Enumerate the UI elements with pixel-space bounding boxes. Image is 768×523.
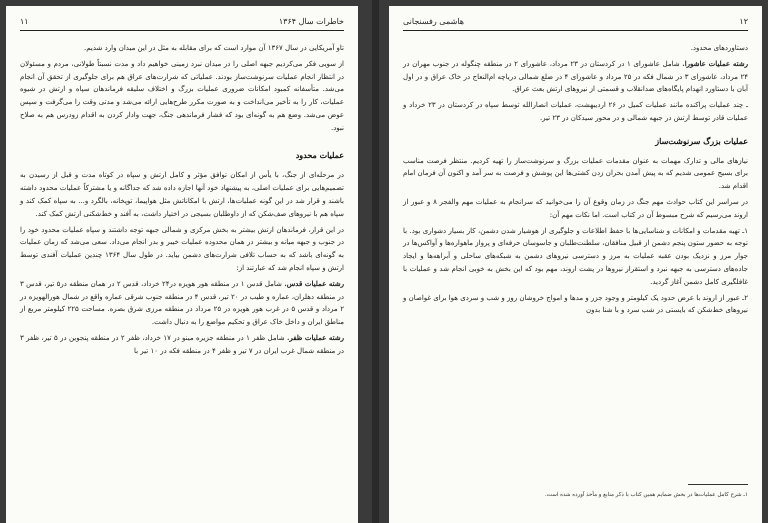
operation-label: رشته عملیات عاشورا. bbox=[682, 58, 748, 68]
page-body bbox=[20, 42, 344, 361]
page-header bbox=[20, 16, 344, 31]
operation-item bbox=[20, 278, 344, 329]
book-spine bbox=[372, 0, 379, 523]
page-number: ۱۲ bbox=[739, 17, 748, 26]
operation-label: رشته عملیات قدس. bbox=[284, 278, 344, 288]
paragraph: در این قرار، فرماندهان ارتش بیشتر به بخش مرکزی و شمالی جبهه توجه داشتند و سپاه عملیات محدود خود را در جنوب و جبهه میانه و بیشتر در همان محدوده عملیات خیبر و بدر انجام می‌داد. سعی می‌شد که زمان عملیات به گونه‌ای باشد که به حساب تلافی شرارت‌های دشمن بیاید. در طول سال ۱۳۶۴ چندین عملیات آفندی توسط ارتش و سپاه انجام شد که عبارتند از: bbox=[20, 225, 344, 272]
section-heading: عملیات محدود bbox=[295, 149, 344, 160]
paragraph: ـ چند عملیات پراکنده مانند عملیات کمیل در ۲۶ اردیبهشت، عملیات انصارالله توسط سپاه در کردستان در ۲۳ خرداد و عملیات قادر توسط ارتش در جبهه شمالی و در محور سیدکان در ۲۳ تیر. bbox=[403, 101, 749, 122]
paragraph: تاو آمریکایی در سال ۱۳۶۷ آن موارد است که برای مقابله به مثل در این میدان وارد شدیم. bbox=[84, 44, 344, 52]
running-title: خاطرات سال ۱۳۶۴ bbox=[278, 17, 344, 26]
footnote-divider bbox=[688, 484, 748, 485]
paragraph: نیازهای مالی و تدارک مهمات به عنوان مقدمات عملیات بزرگ و سرنوشت‌ساز را تهیه کردیم. منتظر فرصت مناسب برای بسیج عمومی شدیم که به پیش آمدن بحران زدن کشتی‌ها این پوشش و فرصت به سر آمد و اکنون آن فرمان امام اقدام شد. bbox=[403, 156, 748, 191]
operation-text: شامل عاشورای ۱ در کردستان در ۲۳ مرداد، عاشورای ۲ در منطقه چنگوله در جنوب مهران در ۲۴ مرداد، عاشورای ۳ در شمال فکه در ۲۵ مرداد و عاشورای ۴ در ضلع شمالی دریاچه ام‌النعاج در خاک عراق و در اول آبان با دستاورد انهدام پایگاه‌های ضدانقلاب و قسمتی از نیروهای ارتش بعث عراق. bbox=[403, 59, 749, 94]
paragraph: در سراسر این کتاب حوادث مهم جنگ در زمان وقوع آن را می‌خوانید که سرانجام به عملیات مهم والفجر ۸ و عبور از اروند می‌رسیم که شرح مبسوط آن در کتاب است. اما نکات مهم آن: bbox=[403, 197, 748, 219]
paragraph: ۲ـ عبور از اروند با عرض حدود یک کیلومتر و وجود جزر و مدها و امواج خروشان روز و شب و سردی هوا برای غواصان و نیروهای خط‌شکن که بایستی در شب سرد و با شنا بدون bbox=[403, 293, 748, 315]
page-body bbox=[403, 42, 748, 320]
operation-item bbox=[403, 58, 748, 96]
right-page bbox=[389, 6, 762, 523]
running-title: هاشمی رفسنجانی bbox=[403, 17, 464, 26]
operation-label: رشته عملیات ظفر. bbox=[286, 332, 344, 342]
page-header bbox=[403, 16, 748, 31]
paragraph: ۱ـ تهیه مقدمات و امکانات و شناسایی‌ها با حفظ اطلاعات و جلوگیری از هوشیار شدن دشمن، کار بسیار دشواری بود. با توجه به حضور ستون پنجم دشمن از قبیل منافقان، سلطنت‌طلبان و جاسوسان حرفه‌ای و پرواز ماهواره‌ها و آواکس‌ها در جوار مرز و نزدیک بودن عقبه عملیات به مرز و دسترسی نیروهای دشمن به شبکه‌های ساحلی و آبراهه‌ها و ایجاد جاده‌های دسترسی به جبهه نبرد و استقرار نیروها در پشت اروند، مهم بود که این بخش به خوبی انجام شد و عملیات با غافلگیری کامل دشمن آغاز گردید. bbox=[403, 226, 748, 286]
operation-text: شامل ظفر ۱ در منطقه جزیره مینو در ۱۷ خرداد، ظفر ۲ در منطقه پنجوین در ۵ تیر، ظفر ۳ در منطقه شمال غرب ایران در ۷ تیر و ظفر ۴ در منطقه فکه در ۱۰ تیر با bbox=[20, 333, 344, 355]
operation-item bbox=[20, 332, 344, 358]
paragraph: دستاوردهای محدود. bbox=[690, 44, 748, 52]
operation-text: شامل قدس ۱ در منطقه هور هویزه در۲۴ خرداد، قدس ۲ در همان منطقه در۵ تیر، قدس ۳ در منطقه دهلران، عماره و طیب در ۲۰ تیر، قدس ۴ در منطقه جنوب شرقی عماره واقع در شمال هورالهویزه در ۲ مرداد و قدس ۵ در غرب هور هویزه در ۲۵ مرداد در منطقه مرزی شرق بصره. مساحت ۲۲۵ کیلومتر مربع از مناطق ایران و داخل خاک عراق و تحکیم مواضع را به دنبال داشت. bbox=[20, 279, 345, 327]
footnote: ۱ـ شرح کامل عملیات‌ها در بخش ضمایم همین کتاب با ذکر منابع و مأخذ آورده شده است. bbox=[545, 492, 748, 498]
paragraph: در مرحله‌ای از جنگ، با یأس از امکان توافق مؤثر و کامل ارتش و سپاه در کوتاه مدت و قبل از رسیدن به تصمیم‌هایی برای عملیات اصلی، به پیشنهاد خود آنها اجازه داده شد که جداگانه و یا مشترکاً عملیات محدود داشته باشند و قرار شد در این گونه عملیات‌ها، ارتش با امکاناتش مثل هواپیما، توپخانه، بالگرد و... به سپاه کمک کند و سپاه هم با نیروهای صف‌شکن که از داوطلبان بسیجی در اختیار داشت، به آفند و خط‌شکنی ارتش کمک کند. bbox=[20, 171, 344, 218]
paragraph: از سویی فکر می‌کردیم جبهه اصلی را در میدان نبرد زمینی خواهیم داد و مدت نسبتاً طولانی، مردم و مسئولان در انتظار انجام عملیات سرنوشت‌ساز بودند. عملیاتی که شرارت‌های عراق هم برای جلوگیری از تحقق آن انجام می‌شد. متأسفانه کمبود امکانات ضروری عملیات بزرگ و اختلاف سلیقه فرماندهان سپاه و ارتش در شیوه عملیات، کار را به تأخیر می‌انداخت و به صورت مکرر طرح‌هایی ارائه می‌شد و مدتی وقت را می‌گرفت و سپس عوض می‌شد. وضع هم به گونه‌ای بود که فشار فرماندهی جنگ، جهت وادار کردن به اقدام زودرس هم به صلاح نبود. bbox=[20, 59, 344, 132]
left-page bbox=[6, 6, 358, 523]
section-heading: عملیات بزرگ سرنوشت‌ساز bbox=[655, 135, 748, 146]
page-number: ۱۱ bbox=[20, 17, 29, 26]
